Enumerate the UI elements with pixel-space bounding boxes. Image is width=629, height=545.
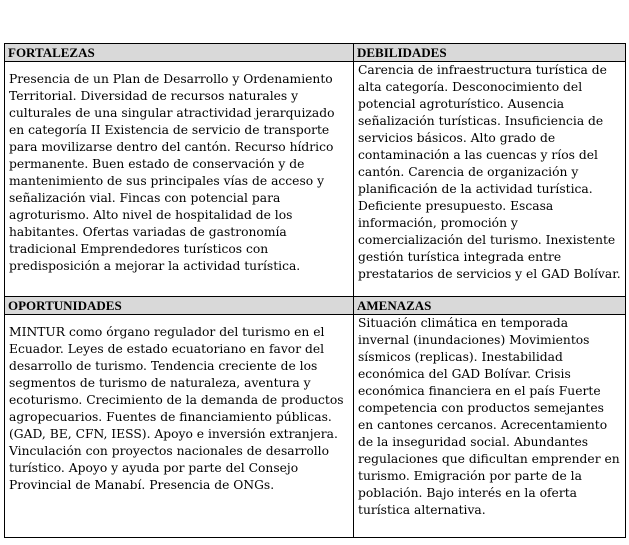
fortalezas-cell: Presencia de un Plan de Desarrollo y Ordenamiento Territorial. Diversidad de recursos naturales y culturales de una singular atractividad jerarquizado en categoría II Existencia de servicio de transporte para movilizarse dentro del cantón. Recurso hídrico permanente. Buen estado de conservación y de mantenimiento de sus principales vías de acceso y señalización vial. Fincas con potencial para agroturismo. Alto nivel de hospitalidad de los habitantes. Ofertas variadas de gastronomía tradicional Emprendedores turísticos con predisposición a mejorar la actividad turística. — [5, 62, 354, 297]
debilidades-cell: Carencia de infraestructura turística de alta categoría. Desconocimiento del potencial agroturístico. Ausencia señalización turísticas. Insuficiencia de servicios básicos. Alto grado de contaminación a las cuencas y ríos del cantón. Carencia de organización y planificación de la actividad turística. Deficiente presupuesto. Escasa información, promoción y comercialización del turismo. Inexistente gestión turística integrada entre prestatarios de servicios y el GAD Bolívar. — [354, 62, 626, 297]
debilidades-header: DEBILIDADES — [354, 44, 626, 62]
content-row-2 — [5, 315, 626, 538]
amenazas-cell: Situación climática en temporada invernal (inundaciones) Movimientos sísmicos (replicas). Inestabilidad económica del GAD Bolívar. Crisis económica financiera en el país Fuerte competencia con productos semejantes en cantones cercanos. Acrecentamiento de la inseguridad social. Abundantes regulaciones que dificultan emprender en turismo. Emigración por parte de la población. Bajo interés en la oferta turística alternativa. — [354, 315, 626, 538]
oportunidades-cell: MINTUR como órgano regulador del turismo en el Ecuador. Leyes de estado ecuatoriano en favor del desarrollo de turismo. Tendencia creciente de los segmentos de turismo de naturaleza, aventura y ecoturismo. Crecimiento de la demanda de productos agropecuarios. Fuentes de financiamiento públicas. (GAD, BE, CFN, IESS). Apoyo e inversión extranjera. Vinculación con proyectos nacionales de desarrollo turístico. Apoyo y ayuda por parte del Consejo Provincial de Manabí. Presencia de ONGs. — [5, 315, 354, 538]
header-row-2 — [5, 297, 626, 315]
foda-table — [4, 43, 626, 538]
fortalezas-header: FORTALEZAS — [5, 44, 354, 62]
amenazas-header: AMENAZAS — [354, 297, 626, 315]
content-row-1 — [5, 62, 626, 297]
oportunidades-header: OPORTUNIDADES — [5, 297, 354, 315]
header-row-1 — [5, 44, 626, 62]
